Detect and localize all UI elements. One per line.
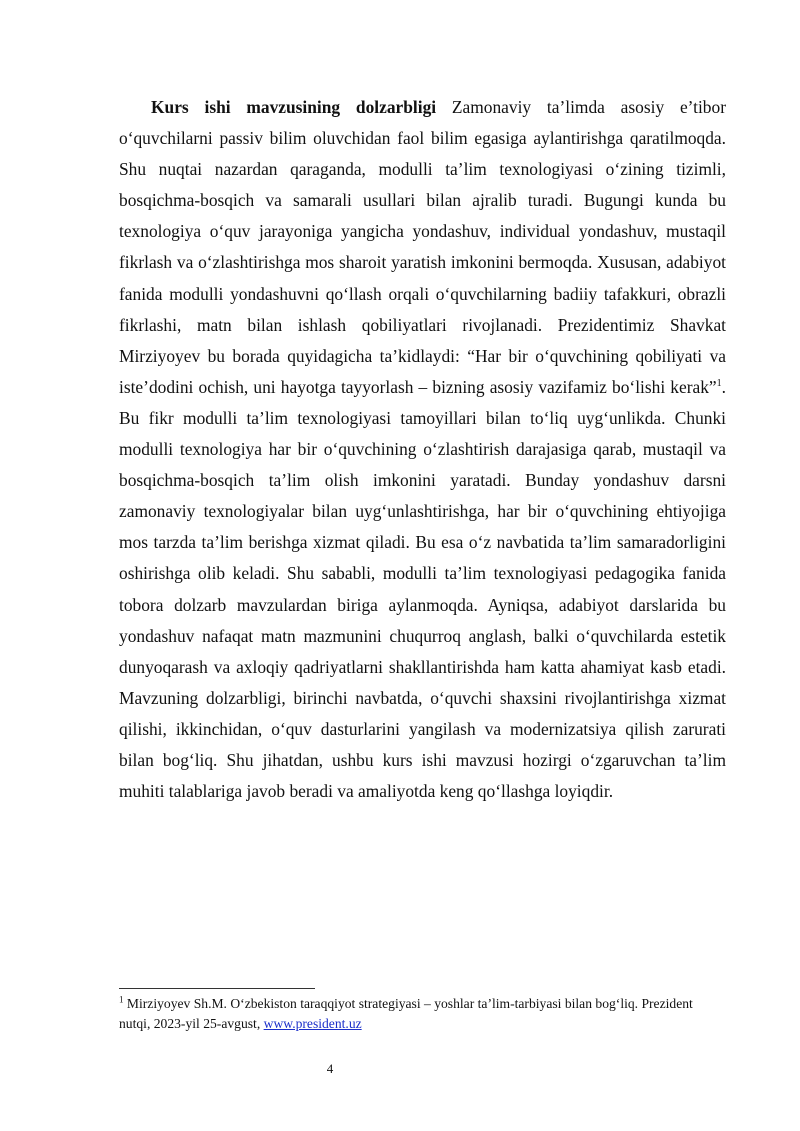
- paragraph-text-part-1: Zamonaviy ta’limda asosiy e’tibor o‘quvchilarni passiv bilim oluvchidan faol bilim egasiga aylantirishga qaratilmoqda. Shu nuqtai nazardan qaraganda, modulli ta’lim texnologiyasi o‘zining tizimli, bosqichma-bosqich va samarali usullari bilan ajralib turadi. Bugungi kunda bu texnologiya o‘quv jarayoniga yangicha yondashuv, individual yondashuv, mustaqil fikrlash va o‘zlashtirishga mos sharoit yaratish imkonini bermoqda. Xususan, adabiyot fanida modulli yondashuvni qo‘llash orqali o‘quvchilarning badiiy tafakkuri, obrazli fikrlashi, matn bilan ishlash qobiliyatlari rivojlanadi. Prezidentimiz Shavkat Mirziyoyev bu borada quyidagicha ta’kidlaydi: “Har bir o‘quvchining qobiliyati va iste’dodini ochish, uni hayotga tayyorlash – bizning asosiy vazifamiz bo‘lishi kerak”: [119, 97, 726, 397]
- footnote: [119, 994, 719, 1034]
- footnote-marker: 1: [119, 994, 124, 1005]
- paragraph-text-part-2: . Bu fikr modulli ta’lim texnologiyasi tamoyillari bilan to‘liq uyg‘unlikda. Chunki modulli texnologiya har bir o‘quvchining o‘zlashtirish darajasiga qarab, mustaqil va bosqichma-bosqich ta’lim olish imkonini yaratadi. Bunday yondashuv darsni zamonaviy texnologiyalar bilan uyg‘unlashtirishga, har bir o‘quvchining ehtiyojiga mos tarzda ta’lim berishga xizmat qiladi. Bu esa o‘z navbatida ta’lim samaradorligini oshirishga olib keladi. Shu sababli, modulli ta’lim texnologiyasi pedagogika fanida tobora dolzarb mavzulardan biriga aylanmoqda. Ayniqsa, adabiyot darslarida bu yondashuv nafaqat matn mazmunini chuqurroq anglash, balki o‘quvchilarda estetik dunyoqarash va axloqiy qadriyatlarni shakllantirishda ham katta ahamiyat kasb etadi. Mavzuning dolzarbligi, birinchi navbatda, o‘quvchi shaxsini rivojlantirishga xizmat qilishi, ikkinchidan, o‘quv dasturlarini yangilash va modernizatsiya qilish zarurati bilan bog‘liq. Shu jihatdan, ushbu kurs ishi mavzusi hozirgi o‘zgaruvchan ta’lim muhiti talablariga javob beradi va amaliyotda keng qo‘llashga loyiqdir.: [119, 376, 726, 802]
- paragraph-lead-heading: Kurs ishi mavzusining dolzarbligi: [151, 97, 437, 117]
- main-paragraph: [119, 92, 726, 807]
- footnote-reference[interactable]: 1: [716, 378, 722, 390]
- footnote-link[interactable]: www.president.uz: [263, 1016, 362, 1031]
- footnote-separator: [119, 988, 315, 989]
- footnote-text: Mirziyoyev Sh.M. O‘zbekiston taraqqiyot strategiyasi – yoshlar ta’lim-tarbiyasi bilan bog‘liq. Prezident nutqi, 2023-yil 25-avgust,: [119, 996, 693, 1031]
- page-number: 4: [326, 1061, 334, 1076]
